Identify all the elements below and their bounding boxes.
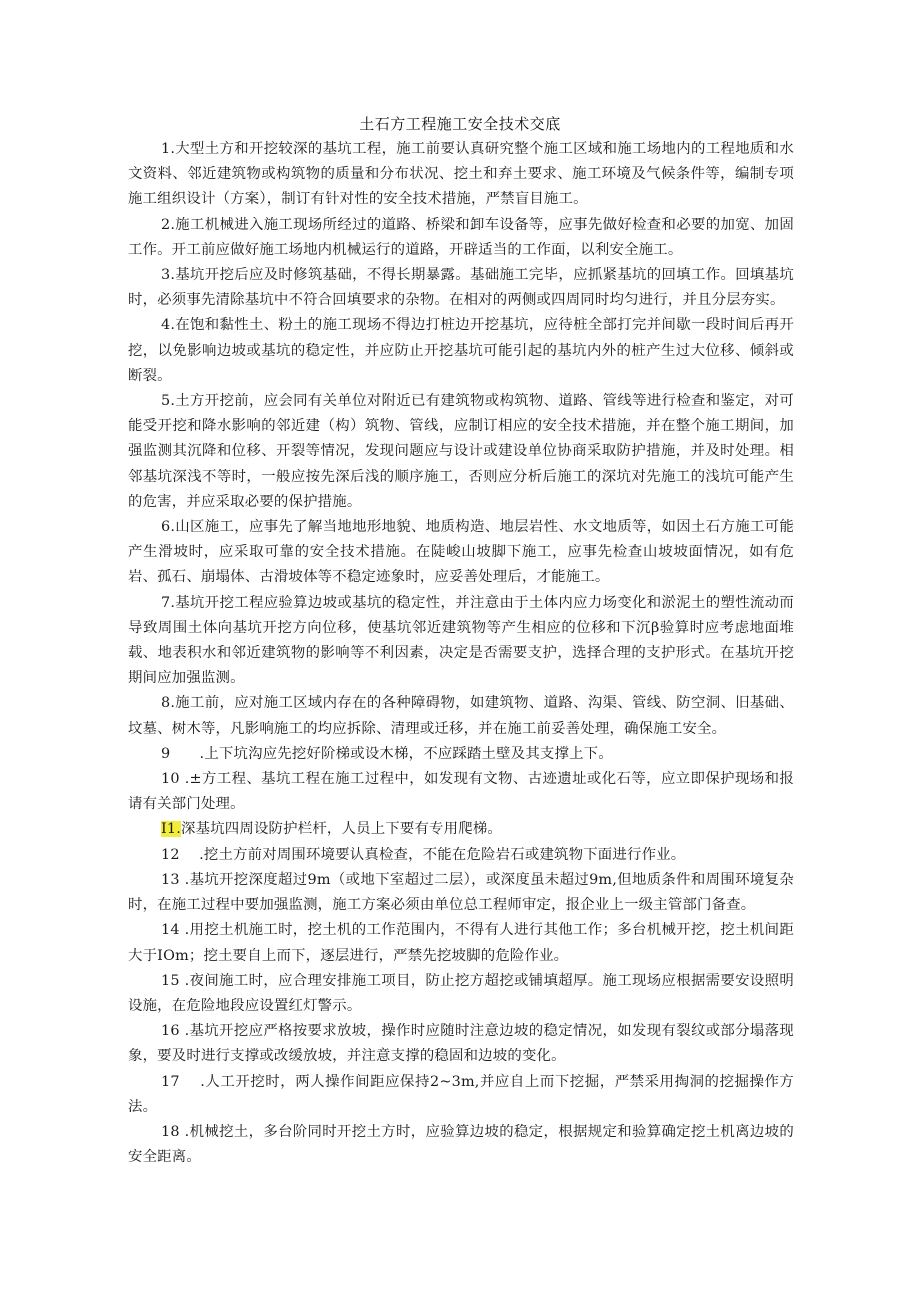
item-text: 施工机械进入施工现场所经过的道路、桥梁和卸车设备等，应事先做好检查和必要的加宽、加固工作。开工前应做好施工场地内机械运行的道路，开辟适当的工作面，以利安全施工。 — [128, 216, 794, 258]
item-text: ±方工程、基坑工程在施工过程中，如发现有文物、古迹遗址或化石等，应立即保护现场和报请有关部门处理。 — [128, 771, 794, 813]
item-number: 1 — [161, 141, 171, 157]
list-item — [128, 691, 794, 741]
list-item — [128, 767, 794, 817]
list-item — [128, 137, 794, 213]
item-text: 大型土方和开挖较深的基坑工程，施工前要认真研究整个施工区域和施工场地内的工程地质和水文资料、邻近建筑物或构筑物的质量和分布状况、挖土和弃土要求、施工环境及气候条件等，编制专项施工组织设计（方案），制订有针对性的安全技术措施，严禁盲目施工。 — [128, 141, 794, 208]
item-number: 13 — [161, 871, 180, 888]
item-separator: . — [179, 846, 204, 863]
item-number: 7 — [161, 594, 171, 611]
item-separator: . — [179, 922, 190, 939]
document-title: 土石方工程施工安全技术交底 — [359, 115, 561, 133]
item-separator: . — [170, 695, 176, 712]
item-number: 17 — [161, 1073, 180, 1090]
item-separator: . — [170, 519, 176, 536]
list-item — [128, 515, 794, 591]
list-item — [128, 389, 794, 515]
item-text: 挖土方前对周围环境要认真检查，不能在危险岩石或建筑物下面进行作业。 — [203, 846, 686, 863]
list-item — [128, 591, 794, 692]
item-separator: . — [179, 771, 190, 788]
item-number: 5 — [161, 393, 171, 410]
list-item — [128, 1070, 794, 1120]
item-number: 9 — [161, 745, 171, 762]
document-body — [128, 137, 794, 1170]
item-separator: . — [170, 594, 176, 611]
item-text: 施工前，应对施工区域内存在的各种障碍物，如建筑物、道路、沟渠、管线、防空洞、旧基础、坟墓、树木等，凡影响施工的均应拆除、清理或迁移，并在施工前妥善处理，确保施工安全。 — [128, 695, 794, 737]
item-number: 18 — [161, 1123, 180, 1140]
item-separator: . — [170, 216, 176, 233]
item-number: 4 — [161, 317, 171, 334]
item-separator: . — [170, 745, 205, 762]
list-item — [128, 742, 794, 767]
item-number: 10 — [161, 771, 180, 788]
item-text: 基坑开挖深度超过9m（或地下室超过二层），或深度虽未超过9m,但地质条件和周围环境复杂时，在施工过程中要加强监测，施工方案必须由单位总工程师审定，报企业上一级主管部门备查。 — [128, 871, 794, 914]
item-separator: . — [179, 1023, 190, 1040]
item-text: 土方开挖前，应会同有关单位对附近已有建筑物或构筑物、道路、管线等进行检查和鉴定，对可能受开挖和降水影响的邻近建（构）筑物、管线，应制订相应的安全技术措施，并在整个施工期间，加强监测其沉降和位移、开裂等情况，发现问题应与设计或建设单位协商采取防护措施，并及时处理。相邻基坑深浅不等时，一般应按先深后浅的顺序施工，否则应分析后施工的深坑对先施工的浅坑可能产生的危害，并应采取必要的保护措施。 — [128, 393, 794, 510]
item-number: 3 — [161, 267, 171, 284]
item-text: 在饱和黏性土、粉土的施工现场不得边打桩边开挖基坑，应待桩全部打完并间歇一段时间后再开挖，以免影响边坡或基坑的稳定性，并应防止开挖基坑可能引起的基坑内外的桩产生过大位移、倾斜或断裂。 — [128, 317, 794, 384]
item-separator: . — [170, 317, 176, 334]
list-item — [128, 313, 794, 389]
list-item — [128, 1019, 794, 1069]
item-text: 基坑开挖工程应验算边坡或基坑的稳定性，并注意由于土体内应力场变化和淤泥土的塑性流动而导致周围土体向基坑开挖方向位移，使基坑邻近建筑物等产生相应的位移和下沉β验算时应考虑地面堆载、地表积水和邻近建筑物的影响等不利因素，决定是否需要支护，选择合理的支护形式。在基坑开挖期间应加强监测。 — [128, 594, 794, 687]
item-text: 深基坑四周设防护栏杆，人员上下要有专用爬梯。 — [181, 821, 503, 838]
item-number: 6 — [161, 519, 171, 536]
list-item — [128, 817, 794, 842]
item-number: 16 — [161, 1023, 180, 1040]
item-text: 夜间施工时，应合理安排施工项目，防止挖方超挖或铺填超厚。施工现场应根据需要安设照明设施，在危险地段应设置红灯警示。 — [128, 972, 795, 1014]
item-separator: . — [170, 141, 176, 157]
item-text: 基坑开挖后应及时修筑基础，不得长期暴露。基础施工完毕，应抓紧基坑的回填工作。回填基坑时，必须事先清除基坑中不符合回填要求的杂物。在相对的两侧或四周同时均匀进行，并且分层夯实。 — [128, 267, 794, 309]
item-number: 15 — [161, 972, 180, 989]
item-separator: . — [170, 393, 176, 410]
item-text: 用挖土机施工时，挖土机的工作范围内，不得有人进行其他工作；多台机械开挖，挖土机间距大于IOm；挖土要自上而下，逐层进行，严禁先挖坡脚的危险作业。 — [128, 922, 795, 964]
item-separator: . — [179, 1073, 206, 1090]
list-item — [128, 868, 794, 918]
item-separator: . — [179, 972, 190, 989]
list-item — [128, 843, 794, 868]
list-item — [128, 1120, 794, 1170]
list-item — [128, 263, 794, 313]
item-number-highlighted: I1. — [161, 821, 182, 838]
item-number: 14 — [161, 922, 180, 939]
item-text: 上下坑沟应先挖好阶梯或设木梯，不应踩踏土壁及其支撑上下。 — [204, 745, 613, 762]
list-item — [128, 969, 794, 1019]
item-separator: . — [170, 267, 176, 284]
item-text: 人工开挖时，两人操作间距应保持2~3m,并应自上而下挖掘，严禁采用掏洞的挖掘操作方法。 — [128, 1073, 795, 1115]
item-text: 基坑开挖应严格按要求放坡，操作时应随时注意边坡的稳定情况，如发现有裂纹或部分塌落现象，要及时进行支撑或改缓放坡，并注意支撑的稳固和边坡的变化。 — [128, 1023, 795, 1065]
list-item — [128, 918, 794, 968]
item-text: 机械挖土，多台阶同时开挖土方时，应验算边坡的稳定，根据规定和验算确定挖土机离边坡的安全距离。 — [128, 1123, 795, 1166]
list-item — [128, 213, 794, 263]
item-separator: . — [179, 871, 190, 888]
item-number: 12 — [161, 846, 180, 863]
item-number: 2 — [161, 216, 171, 233]
item-number: 8 — [161, 695, 171, 712]
item-separator: . — [179, 1123, 190, 1140]
item-text: 山区施工，应事先了解当地地形地貌、地质构造、地层岩性、水文地质等，如因土石方施工可能产生滑坡时，应采取可靠的安全技术措施。在陡峻山坡脚下施工，应事先检查山坡坡面情况，如有危岩、孤石、崩塌体、古滑坡体等不稳定迹象时，应妥善处理后，才能施工。 — [128, 519, 794, 586]
